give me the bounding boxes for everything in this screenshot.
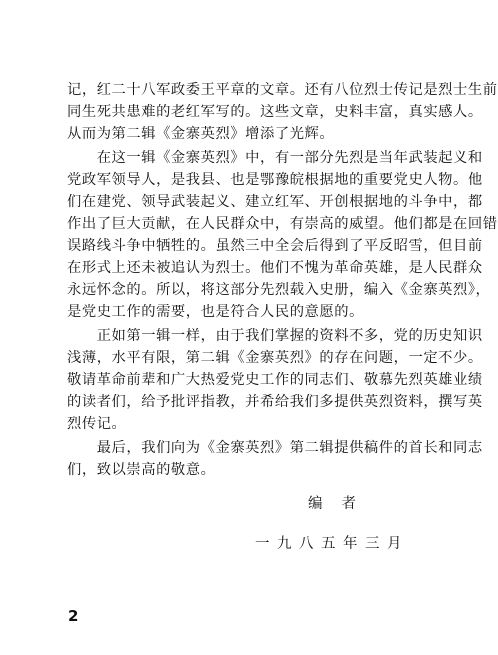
text-line: 在形式上还未被追认为烈士。他们不愧为革命英雄，是人民群众 [67, 260, 483, 276]
text-line: 记，红二十八军政委王平章的文章。还有八位烈士传记是烈士生前 [67, 82, 498, 98]
text-line: 从而为第二辑《金寨英烈》增添了光辉。 [67, 126, 335, 142]
text-line: 党政军领导人，是我县、也是鄂豫皖根据地的重要党史人物。他 [67, 172, 483, 188]
text-line: 永远怀念的。所以，将这部分先烈载入史册，编入《金寨英烈》， [67, 282, 491, 298]
page-number: 2 [68, 607, 79, 625]
text-line: 浅薄，水平有限，第二辑《金寨英烈》的存在问题，一定不少。 [67, 350, 483, 366]
text-line: 敬请革命前辈和广大热爱党史工作的同志们、敬慕先烈英雄业绩 [67, 372, 483, 388]
text-line: 是党史工作的需要，也是符合人民的意愿的。 [67, 304, 364, 320]
text-line: 在这一辑《金寨英烈》中，有一部分先烈是当年武装起义和 [67, 150, 483, 166]
text-line: 最后，我们向为《金寨英烈》第二辑提供稿件的首长和同志 [67, 440, 483, 456]
text-line: 作出了巨大贡献，在人民群众中，有崇高的威望。他们都是在回错 [67, 216, 498, 232]
text-line: 误路线斗争中牺牲的。虽然三中全会后得到了平反昭雪，但目前 [67, 238, 483, 254]
text-line: 同生死共患难的老红军写的。这些文章，史料丰富，真实感人。 [67, 104, 483, 120]
text-line: 们在建党、领导武装起义、建立红军、开创根据地的斗争中，都 [67, 194, 483, 210]
signoff-date: 一九八五年三月 [255, 536, 409, 552]
text-line: 们，致以崇高的敬意。 [67, 462, 216, 478]
text-line: 烈传记。 [67, 416, 127, 432]
text-line: 的读者们，给予批评指教，并希给我们多提供英烈资料，撰写英 [67, 394, 483, 410]
text-line: 正如第一辑一样，由于我们掌握的资料不多，党的历史知识 [67, 328, 483, 344]
editor-signature: 编者 [308, 496, 375, 512]
